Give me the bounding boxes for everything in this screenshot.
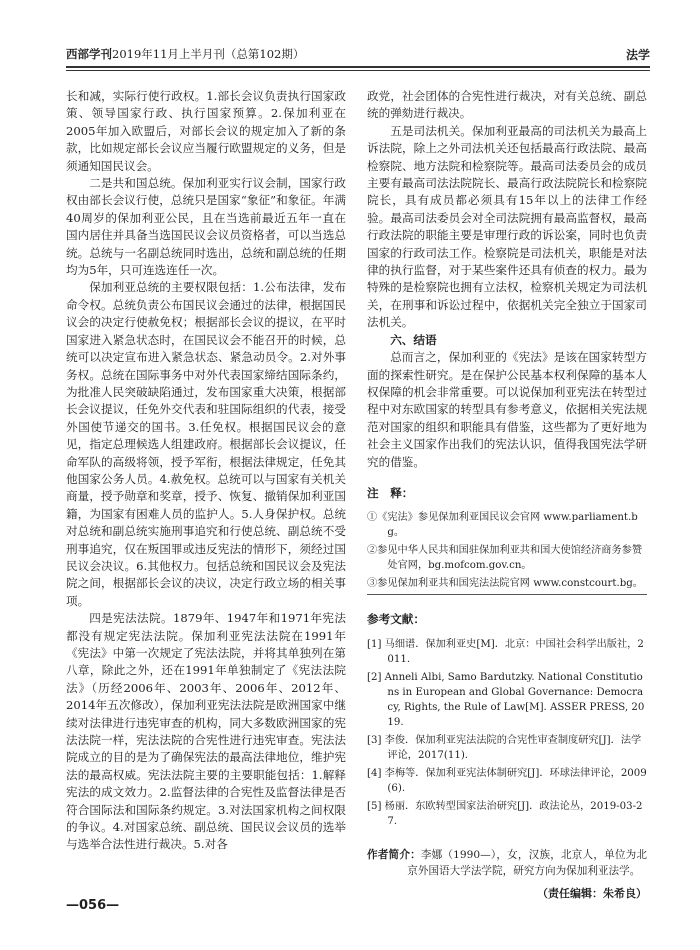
note-item: ②参见中华人民共和国驻保加利亚共和国大使馆经济商务参赞处官网，bg.mofcom.gov.cn。 [367,545,643,572]
header-rule-thick [66,66,650,68]
reference-item: [1] 马细谱．保加利亚史[M]．北京：中国社会科学出版社，2011. [367,638,644,665]
reference-item: [2] Anneli Albi, Samo Bardutzky. National Constitutions in European and Global Governance: Democracy, Rights, the Rule of Law[M]. ASSER PRESS, 2019. [367,671,645,728]
body-paragraph: 保加利亚总统的主要权限包括：1.公布法律，发布命令权。总统负责公布国民议会通过的法律，根据国民议会的决定行使赦免权；根据部长会议的提议，在平时国家进入紧急状态时，在国民议会不能召开的时候，总统可以决定宣布进入紧急状态、紧急动员令。2.对外事务权。总统在国际事务中对外代表国家缔结国际条约，为批准人民突破缺陷通过，发布国家重大决策，根据部长会议提议，任免外交代表和驻国际组织的代表，接受外国使节递交的国书。3.任免权。根据国民议会的意见，指定总理候选人组建政府。根据部长会议提议，任命军队的高级将领，授予军衔，根据法律规定，任免其他国家公务人员。4.赦免权。总统可以与国家有关机关商量，授予勋章和奖章，授予、恢复、撤销保加利亚国籍，为国家有困难人员的监护人。5.人身保护权。总统对总统和副总统实施刑事追究和行使总统、副总统不受刑事追究，仅在叛国罪或违反宪法的情形下，须经过国民议会决议。6.其他权力。包括总统和国民议会及宪法院之间，根据部长会议的决议，决定行政立场的相关事项。 [66,280,346,608]
author-text: 李娜（1990—），女，汉族，北京人，单位为北京外国语大学法学院，研究方向为保加利亚法学。 [407,848,647,877]
header-rule-thin [66,70,650,71]
note-item: ③参见保加利亚共和国宪法法院官网 www.constcourt.bg。 [367,578,643,590]
right-column [367,88,647,902]
author-bio [367,847,647,879]
references-title: 参考文献： [367,612,425,627]
journal-issue: 2019年11月上半月刊（总第102期） [112,47,305,61]
section-heading-conclusion: 六、结语 [390,332,437,347]
page-number: —056— [66,898,120,913]
page-header [66,46,650,72]
reference-item: [4] 李梅等．保加利亚宪法体制研究[J]．环球法律评论，2009(6). [367,767,647,794]
reference-item: [3] 李俊．保加利亚宪法法院的合宪性审查制度研究[J]．法学评论，2017(11). [367,734,642,761]
left-column [66,88,346,854]
body-paragraph: 长和减，实际行使行政权。1.部长会议负责执行国家政策、领导国家行政、执行国家预算。2.保加利亚在2005年加入欧盟后，对部长会议的规定加入了新的条款，比如规定部长会议应当履行欧盟规定的义务，但是须通知国民议会。 [66,89,346,173]
body-paragraph: 政党，社会团体的合宪性进行裁决，对有关总统、副总统的弹劾进行裁决。 [367,89,647,121]
header-section: 法学 [625,48,650,62]
note-item: ①《宪法》参见保加利亚国民议会官网 www.parliament.bg。 [367,512,638,539]
journal-name: 西部学刊 [66,47,112,61]
body-paragraph: 四是宪法法院。1879年、1947年和1971年宪法都没有规定宪法法院。保加利亚宪法法院在1991年《宪法》中第一次规定了宪法法院，并将其单独列在第八章，除此之外，还在1991年单独制定了《宪法法院法》（历经2006年、2003年、2006年、2012年、2014年五次修改），保加利亚宪法法院是欧洲国家中继续对法律进行违宪审查的机构，同大多数欧洲国家的宪法法院一样，宪法法院的合宪性进行违宪审查。宪法法院成立的目的是为了确保宪法的最高法律地位，维护宪法的最高权威。宪法法院主要的主要职能包括：1.解释宪法的成文效力。2.监督法律的合宪性及监督法律是否符合国际法和国际条约规定。3.对法国家机构之间权限的争议。4.对国家总统、副总统、国民议会议员的选举与选举合法性进行裁决。5.对各 [66,611,346,852]
responsible-editor: （责任编辑：朱希良） [537,886,647,900]
body-paragraph: 五是司法机关。保加利亚最高的司法机关为最高上诉法院，除上之外司法机关还包括最高行政法院、最高检察院、地方法院和检察院等。最高司法委员会的成员主要有最高司法法院院长、最高行政法院院长和检察院院长，具有成员都必须具有15年以上的法律工作经验。最高司法委员会对全司法院拥有最高监督权，最高行政法院的职能主要是审理行政的诉讼案，同时也负责国家的行政司法工作。检察院是司法机关，职能是对法律的执行监督，对于某些案件还具有侦查的权力。最为特殊的是检察院也拥有立法权，检察机关规定为司法机关，在刑事和诉讼过程中，依据机关完全独立于国家司法机关。 [367,123,647,330]
header-journal-info [66,46,304,62]
author-label: 作者简介： [367,848,421,861]
body-paragraph: 总而言之，保加利亚的《宪法》是该在国家转型方面的探索性研究。是在保护公民基本权利保障的基本人权保障的机会非常重要。可以说保加利亚宪法在转型过程中对东欧国家的转型具有参考意义，依据相关宪法规范对国家的组织和职能具有借鉴，这些都为了更好地为社会主义国家作出我们的宪法认识，值得我国宪法学研究的借鉴。 [367,350,647,469]
reference-item: [5] 杨丽．东欧转型国家法治研究[J]．政法论丛，2019-03-27. [367,800,643,827]
notes-title: 注 释： [367,485,414,500]
notes-divider [367,594,647,595]
body-paragraph: 二是共和国总统。保加利亚实行议会制，国家行政权由部长会议行使，总统只是国家“象征”和象征。年满40周岁的保加利亚公民，且在当选前最近五年一直在国内居住并具备当选国民议会议员资格者，可以当选总统。总统与一名副总统同时选出，总统和副总统的任期均为5年，只可连选连任一次。 [66,176,346,278]
